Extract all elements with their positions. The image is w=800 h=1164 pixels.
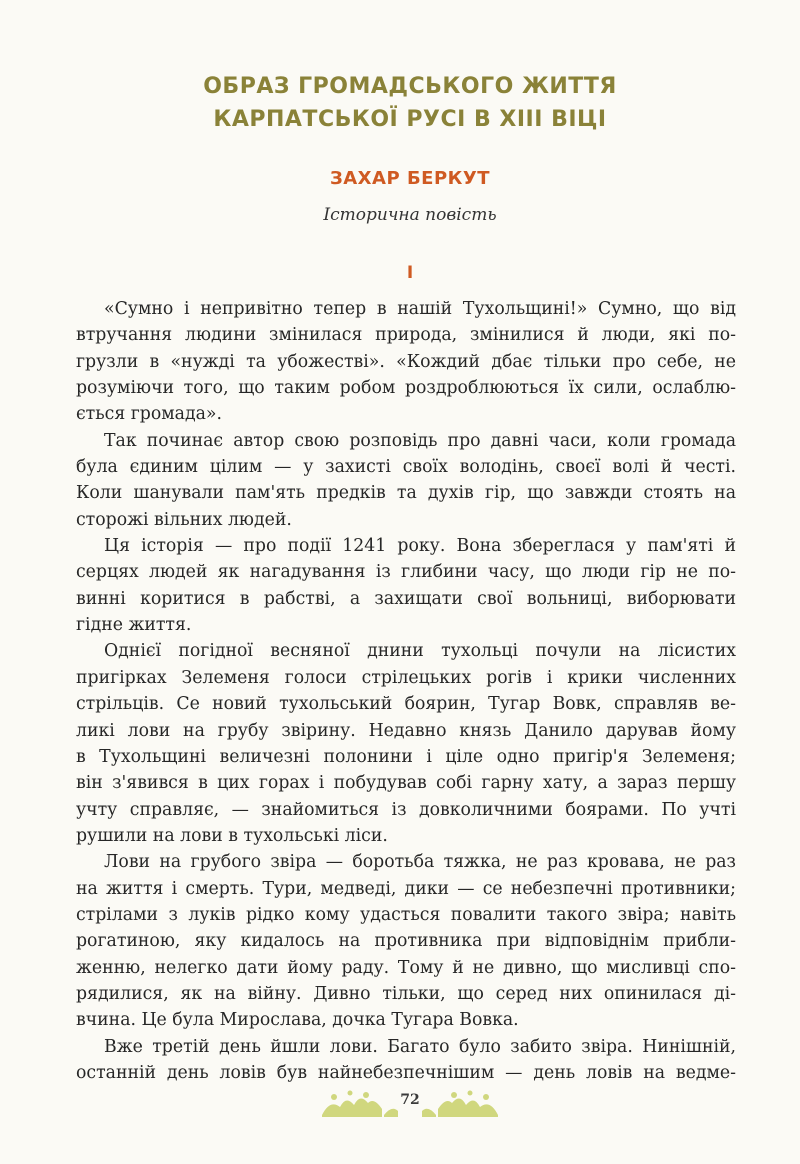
text-line: в Тухольщині величезні полонини і ціле одно пригір'я Зелеменя;	[76, 746, 736, 767]
text-line: розуміючи того, що таким робом роздроблюються їх сили, ослаблю-	[76, 378, 736, 399]
text-line: Однієї погідної весняної днини тухольці почули на лісистих	[104, 641, 736, 662]
text-line: сторожі вільних людей.	[76, 509, 292, 530]
text-line: була єдиним цілим — у захисті своїх володінь, своєї волі й честі.	[76, 457, 736, 478]
body-text	[76, 296, 736, 1086]
text-line: винні коритися в рабстві, а захищати свої вольниці, виборювати	[76, 588, 736, 609]
text-line: пригірках Зелеменя голоси стрілецьких рогів і крики численних	[76, 667, 736, 688]
text-line: гідне життя.	[76, 615, 192, 636]
section-heading-line-2: КАРПАТСЬКОЇ РУСІ В XIII ВІЦІ	[213, 107, 607, 132]
work-genre: Історична повість	[323, 205, 497, 225]
work-title: ЗАХАР БЕРКУТ	[329, 168, 491, 189]
text-line: рядилися, як на війну. Дивно тільки, що серед них опинилася ді-	[76, 983, 736, 1004]
text-line: він з'явився в цих горах і побудував собі гарну хату, а зараз першу	[76, 773, 736, 794]
page-number: 72	[400, 1092, 420, 1108]
text-line: вчина. Це була Мирослава, дочка Тугара Вовка.	[76, 1010, 519, 1031]
text-line: останній день ловів був найнебезпечнішим — день ловів на ведме-	[76, 1062, 736, 1083]
text-line: серцях людей як нагадування із глибини часу, що люди гір не по-	[76, 562, 736, 583]
text-line: Вже третій день йшли лови. Багато було забито звіра. Нинішній,	[104, 1036, 736, 1057]
text-line: ликі лови на грубу звірину. Недавно князь Данило дарував йому	[76, 720, 736, 741]
text-line: женню, нелегко дати йому раду. Тому й не дивно, що мисливці спо-	[76, 957, 736, 978]
text-line: рушили на лови в тухольські ліси.	[76, 825, 388, 846]
text-line: учту справляє, — знайомиться із довколичними боярами. По учті	[76, 799, 736, 820]
text-line: Ця історія — про події 1241 року. Вона збереглася у пам'яті й	[104, 536, 736, 557]
page-footer	[320, 1085, 500, 1121]
text-line: стрілами з луків рідко кому удасться повалити такого звіра; навіть	[76, 904, 736, 925]
chapter-number: I	[406, 263, 414, 283]
text-line: втручання людини змінилася природа, змінилися й люди, які по-	[76, 325, 736, 346]
text-line: рогатиною, яку кидалось на противника при відповіднім прибли-	[76, 931, 736, 952]
section-heading-line-1: ОБРАЗ ГРОМАДСЬКОГО ЖИТТЯ	[203, 74, 617, 99]
text-line: Так починає автор свою розповідь про давні часи, коли громада	[104, 430, 736, 451]
text-line: стрільців. Се новий тухольський боярин, Тугар Вовк, справляв ве-	[76, 694, 736, 715]
section-heading	[100, 70, 720, 136]
text-line: на життя і смерть. Тури, медведі, дики — се небезпечні противники;	[76, 878, 736, 899]
text-line: ється громада».	[76, 404, 222, 425]
text-line: грузли в «нужді та убожестві». «Кождий дбає тільки про себе, не	[76, 351, 736, 372]
text-line: Лови на грубого звіра — боротьба тяжка, не раз кровава, не раз	[104, 852, 736, 873]
text-line: «Сумно і непривітно тепер в нашій Тухольщині!» Сумно, що від	[104, 299, 736, 319]
text-line: Коли шанували пам'ять предків та духів гір, що завжди стоять на	[76, 483, 736, 504]
